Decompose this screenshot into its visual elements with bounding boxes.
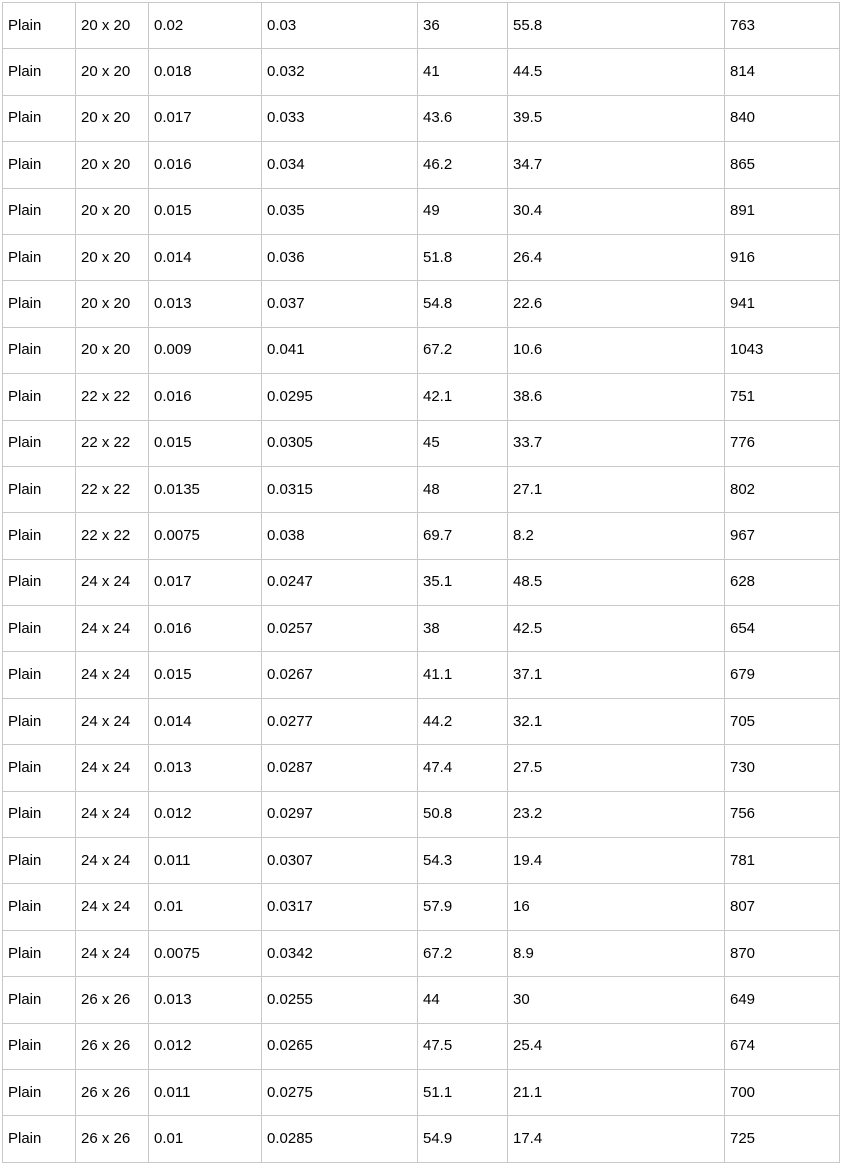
- table-cell: 781: [725, 838, 840, 884]
- table-cell: 44: [418, 977, 508, 1023]
- table-body: [3, 3, 840, 1163]
- table-row: [3, 466, 840, 512]
- table-cell: Plain: [3, 606, 76, 652]
- table-row: [3, 791, 840, 837]
- table-cell: 751: [725, 374, 840, 420]
- table-cell: 0.015: [149, 652, 262, 698]
- table-row: [3, 838, 840, 884]
- table-row: [3, 1023, 840, 1069]
- table-row: [3, 142, 840, 188]
- table-cell: 0.0275: [262, 1069, 418, 1115]
- table-cell: Plain: [3, 745, 76, 791]
- table-cell: 967: [725, 513, 840, 559]
- table-cell: 26 x 26: [76, 1116, 149, 1162]
- table-row: [3, 698, 840, 744]
- table-cell: 38.6: [508, 374, 725, 420]
- table-cell: 0.0265: [262, 1023, 418, 1069]
- table-cell: 24 x 24: [76, 791, 149, 837]
- table-cell: 0.014: [149, 234, 262, 280]
- table-row: [3, 234, 840, 280]
- table-cell: 8.2: [508, 513, 725, 559]
- table-cell: Plain: [3, 3, 76, 49]
- table-cell: 0.0287: [262, 745, 418, 791]
- table-cell: 0.0135: [149, 466, 262, 512]
- table-cell: 24 x 24: [76, 745, 149, 791]
- table-cell: 0.0075: [149, 513, 262, 559]
- table-cell: 763: [725, 3, 840, 49]
- table-cell: 20 x 20: [76, 188, 149, 234]
- table-cell: 22.6: [508, 281, 725, 327]
- table-cell: 802: [725, 466, 840, 512]
- table-row: [3, 606, 840, 652]
- table-cell: 45: [418, 420, 508, 466]
- table-cell: 42.5: [508, 606, 725, 652]
- table-cell: 865: [725, 142, 840, 188]
- table-cell: Plain: [3, 327, 76, 373]
- table-cell: 0.012: [149, 791, 262, 837]
- table-cell: 0.0307: [262, 838, 418, 884]
- table-cell: 0.036: [262, 234, 418, 280]
- table-cell: 0.013: [149, 977, 262, 1023]
- table-cell: 69.7: [418, 513, 508, 559]
- table-row: [3, 559, 840, 605]
- table-row: [3, 188, 840, 234]
- table-cell: 0.0285: [262, 1116, 418, 1162]
- table-cell: Plain: [3, 559, 76, 605]
- table-cell: 891: [725, 188, 840, 234]
- table-row: [3, 884, 840, 930]
- table-row: [3, 930, 840, 976]
- table-cell: 30.4: [508, 188, 725, 234]
- table-row: [3, 1069, 840, 1115]
- table-cell: 67.2: [418, 327, 508, 373]
- table-cell: Plain: [3, 513, 76, 559]
- table-cell: 0.011: [149, 1069, 262, 1115]
- table-cell: 0.016: [149, 142, 262, 188]
- table-row: [3, 745, 840, 791]
- table-cell: 0.0297: [262, 791, 418, 837]
- table-cell: Plain: [3, 1023, 76, 1069]
- table-cell: 870: [725, 930, 840, 976]
- table-cell: 51.8: [418, 234, 508, 280]
- table-cell: 20 x 20: [76, 281, 149, 327]
- table-cell: 24 x 24: [76, 930, 149, 976]
- table-cell: 25.4: [508, 1023, 725, 1069]
- table-cell: 24 x 24: [76, 559, 149, 605]
- table-cell: Plain: [3, 977, 76, 1023]
- table-cell: 0.02: [149, 3, 262, 49]
- table-cell: 756: [725, 791, 840, 837]
- table-cell: 50.8: [418, 791, 508, 837]
- table-cell: 730: [725, 745, 840, 791]
- table-cell: 54.9: [418, 1116, 508, 1162]
- table-cell: 26 x 26: [76, 977, 149, 1023]
- table-cell: 33.7: [508, 420, 725, 466]
- table-cell: 57.9: [418, 884, 508, 930]
- table-cell: 0.032: [262, 49, 418, 95]
- table-cell: Plain: [3, 930, 76, 976]
- table-cell: 840: [725, 95, 840, 141]
- table-cell: 0.033: [262, 95, 418, 141]
- table-cell: 0.017: [149, 95, 262, 141]
- table-cell: 0.03: [262, 3, 418, 49]
- table-row: [3, 977, 840, 1023]
- table-cell: 27.5: [508, 745, 725, 791]
- table-cell: 41: [418, 49, 508, 95]
- table-cell: 0.0247: [262, 559, 418, 605]
- table-cell: 700: [725, 1069, 840, 1115]
- table-cell: 8.9: [508, 930, 725, 976]
- table-cell: 24 x 24: [76, 838, 149, 884]
- table-cell: 0.009: [149, 327, 262, 373]
- table-cell: 30: [508, 977, 725, 1023]
- table-cell: 20 x 20: [76, 234, 149, 280]
- table-cell: 44.2: [418, 698, 508, 744]
- table-cell: 47.5: [418, 1023, 508, 1069]
- table-row: [3, 1116, 840, 1162]
- table-cell: 48.5: [508, 559, 725, 605]
- table-cell: Plain: [3, 1116, 76, 1162]
- table-cell: 44.5: [508, 49, 725, 95]
- table-cell: Plain: [3, 791, 76, 837]
- table-cell: 24 x 24: [76, 652, 149, 698]
- table-cell: 0.0257: [262, 606, 418, 652]
- table-cell: 0.011: [149, 838, 262, 884]
- table-cell: 0.0295: [262, 374, 418, 420]
- table-cell: 51.1: [418, 1069, 508, 1115]
- table-cell: Plain: [3, 838, 76, 884]
- table-cell: 0.0255: [262, 977, 418, 1023]
- table-cell: Plain: [3, 95, 76, 141]
- table-cell: 0.037: [262, 281, 418, 327]
- table-cell: Plain: [3, 698, 76, 744]
- table-cell: 0.0342: [262, 930, 418, 976]
- table-row: [3, 374, 840, 420]
- table-cell: Plain: [3, 49, 76, 95]
- table-cell: 0.0315: [262, 466, 418, 512]
- table-cell: 54.8: [418, 281, 508, 327]
- table-cell: 0.012: [149, 1023, 262, 1069]
- table-cell: Plain: [3, 142, 76, 188]
- table-cell: Plain: [3, 188, 76, 234]
- table-cell: 22 x 22: [76, 420, 149, 466]
- table-cell: 67.2: [418, 930, 508, 976]
- table-cell: 0.035: [262, 188, 418, 234]
- table-cell: 0.018: [149, 49, 262, 95]
- table-cell: 21.1: [508, 1069, 725, 1115]
- table-cell: Plain: [3, 281, 76, 327]
- table-cell: Plain: [3, 884, 76, 930]
- table-cell: 814: [725, 49, 840, 95]
- table-cell: 27.1: [508, 466, 725, 512]
- table-cell: 674: [725, 1023, 840, 1069]
- table-cell: 1043: [725, 327, 840, 373]
- table-row: [3, 3, 840, 49]
- table-cell: 916: [725, 234, 840, 280]
- table-row: [3, 652, 840, 698]
- table-cell: 20 x 20: [76, 327, 149, 373]
- table-cell: 48: [418, 466, 508, 512]
- table-cell: 17.4: [508, 1116, 725, 1162]
- table-cell: 649: [725, 977, 840, 1023]
- data-table: [2, 2, 840, 1163]
- table-cell: 0.034: [262, 142, 418, 188]
- table-cell: 0.015: [149, 188, 262, 234]
- table-cell: 0.041: [262, 327, 418, 373]
- table-cell: 26 x 26: [76, 1023, 149, 1069]
- table-cell: 0.016: [149, 606, 262, 652]
- table-cell: 0.0075: [149, 930, 262, 976]
- table-row: [3, 327, 840, 373]
- table-cell: 34.7: [508, 142, 725, 188]
- table-cell: 776: [725, 420, 840, 466]
- table-cell: 24 x 24: [76, 884, 149, 930]
- table-cell: 23.2: [508, 791, 725, 837]
- table-cell: 0.0277: [262, 698, 418, 744]
- table-cell: 20 x 20: [76, 95, 149, 141]
- table-cell: 654: [725, 606, 840, 652]
- table-cell: 22 x 22: [76, 513, 149, 559]
- table-cell: 0.0267: [262, 652, 418, 698]
- table-cell: 628: [725, 559, 840, 605]
- table-cell: 705: [725, 698, 840, 744]
- table-cell: 22 x 22: [76, 374, 149, 420]
- table-cell: Plain: [3, 420, 76, 466]
- table-cell: 43.6: [418, 95, 508, 141]
- table-row: [3, 513, 840, 559]
- table-cell: 35.1: [418, 559, 508, 605]
- table-row: [3, 281, 840, 327]
- table-cell: 22 x 22: [76, 466, 149, 512]
- table-cell: 49: [418, 188, 508, 234]
- table-cell: 36: [418, 3, 508, 49]
- table-cell: 42.1: [418, 374, 508, 420]
- table-row: [3, 420, 840, 466]
- table-cell: 41.1: [418, 652, 508, 698]
- table-row: [3, 49, 840, 95]
- table-cell: Plain: [3, 374, 76, 420]
- table-cell: Plain: [3, 466, 76, 512]
- table-cell: 32.1: [508, 698, 725, 744]
- table-cell: 24 x 24: [76, 606, 149, 652]
- table-cell: 0.013: [149, 281, 262, 327]
- table-cell: 55.8: [508, 3, 725, 49]
- table-cell: 20 x 20: [76, 3, 149, 49]
- table-cell: Plain: [3, 234, 76, 280]
- table-cell: 679: [725, 652, 840, 698]
- table-cell: 0.014: [149, 698, 262, 744]
- table-cell: 37.1: [508, 652, 725, 698]
- table-cell: 725: [725, 1116, 840, 1162]
- table-cell: 0.0317: [262, 884, 418, 930]
- table-cell: 0.01: [149, 884, 262, 930]
- table-cell: 26.4: [508, 234, 725, 280]
- table-cell: 941: [725, 281, 840, 327]
- table-cell: 0.013: [149, 745, 262, 791]
- table-cell: 46.2: [418, 142, 508, 188]
- table-cell: 26 x 26: [76, 1069, 149, 1115]
- table-row: [3, 95, 840, 141]
- table-cell: 47.4: [418, 745, 508, 791]
- table-cell: 0.016: [149, 374, 262, 420]
- table-cell: 19.4: [508, 838, 725, 884]
- table-cell: 0.038: [262, 513, 418, 559]
- table-cell: 0.015: [149, 420, 262, 466]
- table-cell: 38: [418, 606, 508, 652]
- table-cell: 0.01: [149, 1116, 262, 1162]
- table-cell: 16: [508, 884, 725, 930]
- table-cell: 10.6: [508, 327, 725, 373]
- table-cell: 20 x 20: [76, 49, 149, 95]
- table-cell: 0.0305: [262, 420, 418, 466]
- table-cell: 0.017: [149, 559, 262, 605]
- table-cell: Plain: [3, 1069, 76, 1115]
- table-cell: 54.3: [418, 838, 508, 884]
- table-cell: 24 x 24: [76, 698, 149, 744]
- table-cell: Plain: [3, 652, 76, 698]
- table-cell: 39.5: [508, 95, 725, 141]
- table-cell: 807: [725, 884, 840, 930]
- table-cell: 20 x 20: [76, 142, 149, 188]
